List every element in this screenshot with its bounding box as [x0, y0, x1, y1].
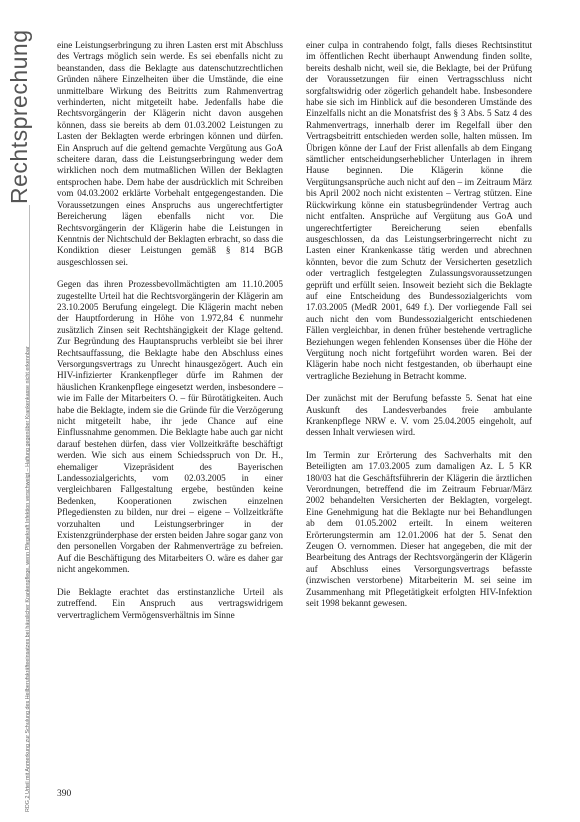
paragraph: Gegen das ihren Prozessbevollmächtigten am 11.10.2005 zugestellte Urteil hat die Rechtsvorgängerin der Klägerin am 23.10.2005 Berufung eingelegt. Die Klägerin macht neben der Hauptforderung in Höhe von 1.972,84 € nunmehr zusätzlich Zinsen seit Rechtshängigkeit der Klage geltend. Zur Begründung des Hauptanspruchs verbleibt sie bei ihrer Rechtsauffassung, die Beklagte habe den Abschluss eines Versorgungsvertrags zu Unrecht hinausgezögert. Auch ein HIV-infizierter Krankenpfleger dürfe im Rahmen der häuslichen Krankenpflege eingesetzt werden, insbesondere – wie im Falle der Mitarbeiters O. – für Bürotätigkeiten. Auch habe die Beklagte, indem sie die Gründe für die Verzögerung nicht mitgeteilt habe, ihr jede Chance auf eine Einflussnahme genommen. Die Beklagte habe auch gar nicht darauf bestehen dürfen, dass vier Vollzeitkräfte beschäftigt werden. Wie sich aus einem Schiedsspruch von Dr. H., ehemaliger Vizepräsident des Bayerischen Landessozialgerichts, vom 02.03.2005 in einer vergleichbaren Fallgestaltung ergebe, bestünden keine Bedenken, Kooperationen zwischen einzelnen Pflegediensten zu bilden, nur drei – eigene – Vollzeitkräfte vorzuhalten und Leistungserbringer in der Existenzgründerphase der ersten beiden Jahre sogar ganz von den personellen Vorgaben der Rahmenverträge zu befreien. Auf die Beschäftigung des Mitarbeiters O. wäre es daher gar nicht angekommen. [57, 279, 283, 575]
paragraph: Der zunächst mit der Berufung befasste 5. Senat hat eine Auskunft des Landesverbandes freie ambulante Krankenpflege NRW e. V. vom 25.04.2005 eingeholt, auf dessen Inhalt verwiesen wird. [306, 393, 532, 438]
paragraph: einer culpa in contrahendo folgt, falls dieses Rechtsinstitut im öffentlichen Recht überhaupt Anwendung finden sollte, bereits deshalb nicht, weil sie, die Beklagte, bei der Prüfung der Voraussetzungen für einen Vertragsschluss nicht sorgfaltswidrig oder zögerlich gehandelt habe. Insbesondere habe sie sich im Hinblick auf die besonderen Umstände des Einzelfalls nicht an die Monatsfrist des § 3 Abs. 5 Satz 4 des Rahmenvertrags, innerhalb derer im Regelfall über den Vertragsbeitritt entschieden werden solle, halten müssen. Im Übrigen könne der Lauf der Frist allenfalls ab dem Eingang sämtlicher entscheidungserheblicher Unterlagen in ihrem Hause beginnen. Die Klägerin könne die Vergütungsansprüche auch nicht auf den – im Zeitraum März bis April 2002 noch nicht existenten – Vertrag stützen. Eine Rückwirkung könne ein statusbegründender Vertrag auch nicht entfalten. Ansprüche auf Vergütung aus GoA und ungerechtfertigter Bereicherung seien ebenfalls ausgeschlossen, da das Leistungserbringerrecht nicht zu Lasten einer Krankenkasse tätig werden und abrechnen könnten, bevor die zum Schutz der Versicherten gesetzlich oder vertraglich festgelegten Zulassungsvoraussetzungen geprüft und erfüllt seien. Insoweit bezieht sich die Beklagte auf eine Entscheidung des Bundessozialgerichts vom 17.03.2005 (MedR 2001, 649 f.). Der vorliegende Fall sei auch nicht den vom Bundessozialgericht entschiedenen Fällen vergleichbar, in denen früher bestehende vertragliche Beziehungen wegen fehlenden Konsenses über die Höhe der Vergütung noch nicht fortgeführt worden waren. Bei der Klägerin habe noch nicht festgestanden, ob überhaupt eine vertragliche Beziehung in Betracht komme. [306, 40, 532, 381]
running-citation: RDG 2 Urteil mit Anmerkung zur Schulung des Heilberufskräfteeinsatzes bei häuslicher Krankenpflege, wenn Pflegekraft Infektion verschweigt – Haftung gegenüber Krankenkasse nicht erkennbar [25, 346, 31, 812]
page-number: 390 [57, 789, 72, 799]
paragraph: Die Beklagte erachtet das erstinstanzliche Urteil als zutreffend. Ein Anspruch aus vertragswidrigem ververtraglichem Vermögensverhältnis im Sinne [57, 586, 283, 620]
left-column [57, 40, 283, 632]
paragraph: Im Termin zur Erörterung des Sachverhalts mit den Beteiligten am 17.03.2005 zum damaligen Az. L 5 KR 180/03 hat die Geschäftsführerin der Klägerin die ärztlichen Verordnungen, betreffend die im Zeitraum Februar/März 2002 behandelten Versicherten der Beklagten, vorgelegt. Eine Genehmigung hat die Beklagte nur bei Behandlungen ab dem 01.05.2002 erteilt. In einem weiteren Erörterungstermin am 12.01.2006 hat der 5. Senat den Zeugen O. vernommen. Dieser hat angegeben, die mit der Bearbeitung des Antrags der Rechtsvorgängerin der Klägerin auf Abschluss eines Versorgungsvertrags befasste (inzwischen verstorbene) Mitarbeiterin M. sei seine im Zusammenhang mit Pflegetätigkeit erfolgten HIV-Infektion seit 1998 bekannt gewesen. [306, 449, 532, 609]
section-label: Rechtsprechung [6, 29, 32, 204]
paragraph: eine Leistungserbringung zu ihren Lasten erst mit Abschluss des Vertrags möglich sein werde. Es sei ebenfalls nicht zu beanstanden, dass die Beklagte aus datenschutzrechtlichen Gründen nähere Einzelheiten über die Umstände, die eine unmittelbare Wirkung des Beitritts zum Rahmenvertrag verhinderten, nicht mitgeteilt habe. Jedenfalls habe die Rechtsvorgängerin der Klägerin nicht davon ausgehen können, dass sie bereits ab dem 01.03.2002 Leistungen zu Lasten der Beklagten werde erbringen können und dürfen. Ein Anspruch auf die geltend gemachte Vergütung aus GoA scheitere daran, dass die Leistungserbringung weder dem wirklichen noch dem mutmaßlichen Willen der Beklagten entsprochen habe. Dem habe der ausdrücklich mit Schreiben vom 04.03.2002 erklärte Vorbehalt entgegengestanden. Die Voraussetzungen eines Anspruchs aus ungerechtfertigter Bereicherung lägen ebenfalls nicht vor. Die Rechtsvorgängerin der Klägerin habe die Leistungen in Kenntnis der Nichtschuld der Beklagten erbracht, so dass die Kondiktion dieser Leistungen gemäß § 814 BGB ausgeschlossen sei. [57, 40, 283, 267]
right-column [306, 40, 532, 621]
